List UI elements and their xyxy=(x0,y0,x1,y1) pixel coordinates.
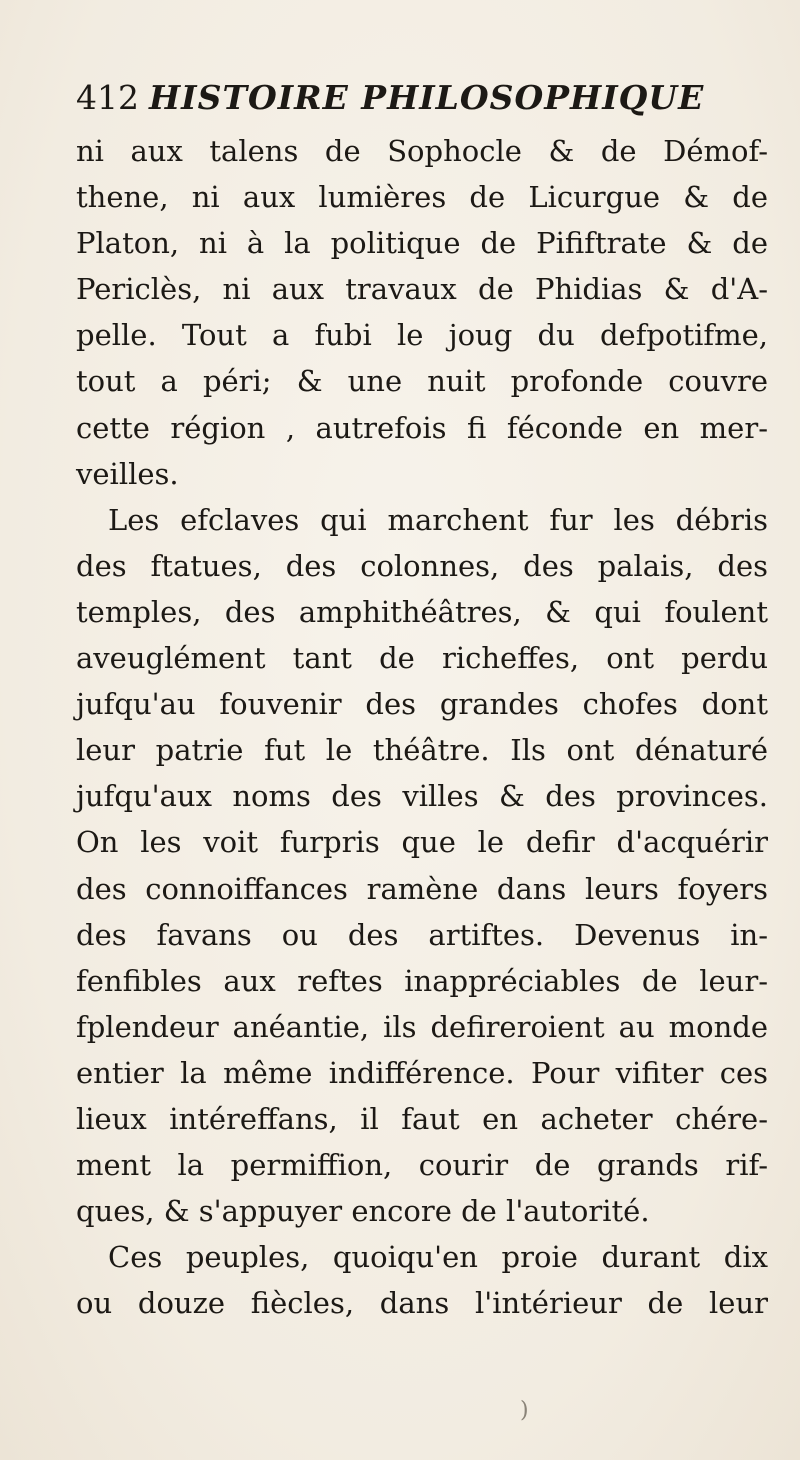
running-title: HISTOIRE PHILOSOPHIQUE xyxy=(149,78,705,117)
text-line: Les efclaves qui marchent fur les débris xyxy=(108,502,768,537)
text-line: Ces peuples, quoiqu'en proie durant dix xyxy=(108,1240,768,1275)
text-line: ni aux talens de Sophocle & de Démof- xyxy=(76,134,768,168)
body-text xyxy=(76,128,768,1326)
text-line: des favans ou des artiftes. Devenus in- xyxy=(76,917,768,952)
text-line: tout a péri; & une nuit profonde couvre xyxy=(76,364,768,399)
text-line: jufqu'au fouvenir des grandes chofes dont xyxy=(76,687,768,722)
text-line: entier la même indifférence. Pour vifiter ces xyxy=(76,1055,768,1090)
text-line: ou douze fiècles, dans l'intérieur de leur xyxy=(76,1286,768,1321)
text-line: cette région , autrefois fi féconde en mer- xyxy=(76,410,768,445)
text-line: Platon, ni à la politique de Pififtrate & de xyxy=(76,226,768,261)
text-line: temples, des amphithéâtres, & qui foulent xyxy=(76,594,768,629)
text-line: jufqu'aux noms des villes & des provinces. xyxy=(76,779,768,814)
text-line: veilles. xyxy=(76,456,179,491)
running-header xyxy=(76,78,776,122)
text-line: aveuglément tant de richeffes, ont perdu xyxy=(76,641,768,676)
text-line: des connoiffances ramène dans leurs foyers xyxy=(76,871,768,906)
text-line: ment la permiffion, courir de grands rif- xyxy=(76,1148,768,1183)
text-line: lieux intéreffans, il faut en acheter chére- xyxy=(76,1101,768,1136)
text-line: fplendeur anéantie, ils defireroient au monde xyxy=(76,1009,768,1044)
page-number: 412 xyxy=(76,78,139,117)
text-line: ques, & s'appuyer encore de l'autorité. xyxy=(76,1194,650,1229)
text-line: des ftatues, des colonnes, des palais, des xyxy=(76,548,768,583)
text-line: fenfibles aux reftes inappréciables de leur- xyxy=(76,963,768,998)
text-line: On les voit furpris que le defir d'acquérir xyxy=(76,825,768,860)
text-line: Periclès, ni aux travaux de Phidias & d'A- xyxy=(76,272,768,307)
text-line: thene, ni aux lumières de Licurgue & de xyxy=(76,180,768,215)
footer-mark: ) xyxy=(520,1398,529,1423)
text-line: leur patrie fut le théâtre. Ils ont dénaturé xyxy=(76,733,768,768)
text-line: pelle. Tout a fubi le joug du defpotifme, xyxy=(76,318,768,353)
